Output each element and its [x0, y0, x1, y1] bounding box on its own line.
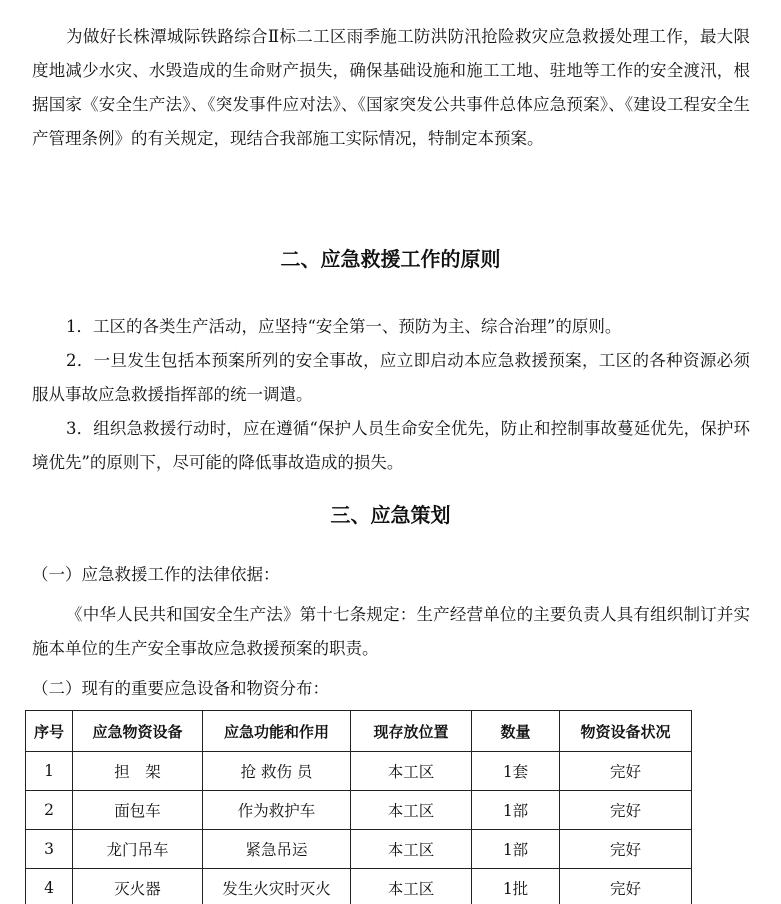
- cell-equipment: 面包车: [73, 791, 203, 830]
- cell-location: 本工区: [351, 830, 472, 869]
- cell-quantity: 1套: [472, 752, 560, 791]
- cell-index: 1: [26, 752, 73, 791]
- cell-equipment: 担 架: [73, 752, 203, 791]
- cell-index: 2: [26, 791, 73, 830]
- cell-function: 作为救护车: [203, 791, 351, 830]
- table-header-row: [26, 711, 692, 752]
- equipment-table: [25, 710, 692, 904]
- cell-function: 紧急吊运: [203, 830, 351, 869]
- header-condition: 物资设备状况: [560, 711, 692, 752]
- subsection-2-title: （二）现有的重要应急设备和物资分布：: [32, 679, 329, 698]
- cell-location: 本工区: [351, 791, 472, 830]
- cell-condition: 完好: [560, 752, 692, 791]
- header-function: 应急功能和作用: [203, 711, 351, 752]
- intro-paragraph: 为做好长株潭城际铁路综合Ⅱ标二工区雨季施工防洪防汛抢险救灾应急救援处理工作，最大限度地减少水灾、水毁造成的生命财产损失，确保基础设施和施工工地、驻地等工作的安全渡汛，根据国家《安全生产法》、《突发事件应对法》、《国家突发公共事件总体应急预案》、《建设工程安全生产管理条例》的有关规定，现结合我部施工实际情况，特制定本预案。: [32, 27, 750, 148]
- principle-item: 3．组织急救援行动时，应在遵循“保护人员生命安全优先，防止和控制事故蔓延优先，保护环境优先”的原则下，尽可能的降低事故造成的损失。: [32, 419, 750, 472]
- cell-index: 4: [26, 869, 73, 904]
- subsection-1-title: （一）应急救援工作的法律依据：: [32, 565, 280, 584]
- table-row: [26, 830, 692, 869]
- cell-location: 本工区: [351, 752, 472, 791]
- principle-item: 1．工区的各类生产活动，应坚持“安全第一、预防为主、综合治理”的原则。: [66, 317, 622, 336]
- cell-function: 抢 救伤 员: [203, 752, 351, 791]
- cell-location: 本工区: [351, 869, 472, 904]
- cell-equipment: 龙门吊车: [73, 830, 203, 869]
- header-equipment: 应急物资设备: [73, 711, 203, 752]
- cell-condition: 完好: [560, 869, 692, 904]
- section-2-heading: 二、应急救援工作的原则: [280, 247, 501, 271]
- header-index: 序号: [26, 711, 73, 752]
- law-paragraph: 《中华人民共和国安全生产法》第十七条规定：生产经营单位的主要负责人具有组织制订并实施本单位的生产安全事故应急救援预案的职责。: [32, 605, 750, 658]
- cell-index: 3: [26, 830, 73, 869]
- header-quantity: 数量: [472, 711, 560, 752]
- cell-quantity: 1部: [472, 830, 560, 869]
- cell-function: 发生火灾时灭火: [203, 869, 351, 904]
- section-3-heading: 三、应急策划: [330, 503, 451, 527]
- cell-condition: 完好: [560, 830, 692, 869]
- table-row: [26, 752, 692, 791]
- principle-item: 2．一旦发生包括本预案所列的安全事故，应立即启动本应急救援预案，工区的各种资源必须服从事故应急救援指挥部的统一调遣。: [32, 351, 750, 404]
- cell-quantity: 1批: [472, 869, 560, 904]
- header-location: 现存放位置: [351, 711, 472, 752]
- cell-equipment: 灭火器: [73, 869, 203, 904]
- table-row: [26, 791, 692, 830]
- table-row: [26, 869, 692, 904]
- principles-list: [32, 310, 750, 480]
- cell-condition: 完好: [560, 791, 692, 830]
- cell-quantity: 1部: [472, 791, 560, 830]
